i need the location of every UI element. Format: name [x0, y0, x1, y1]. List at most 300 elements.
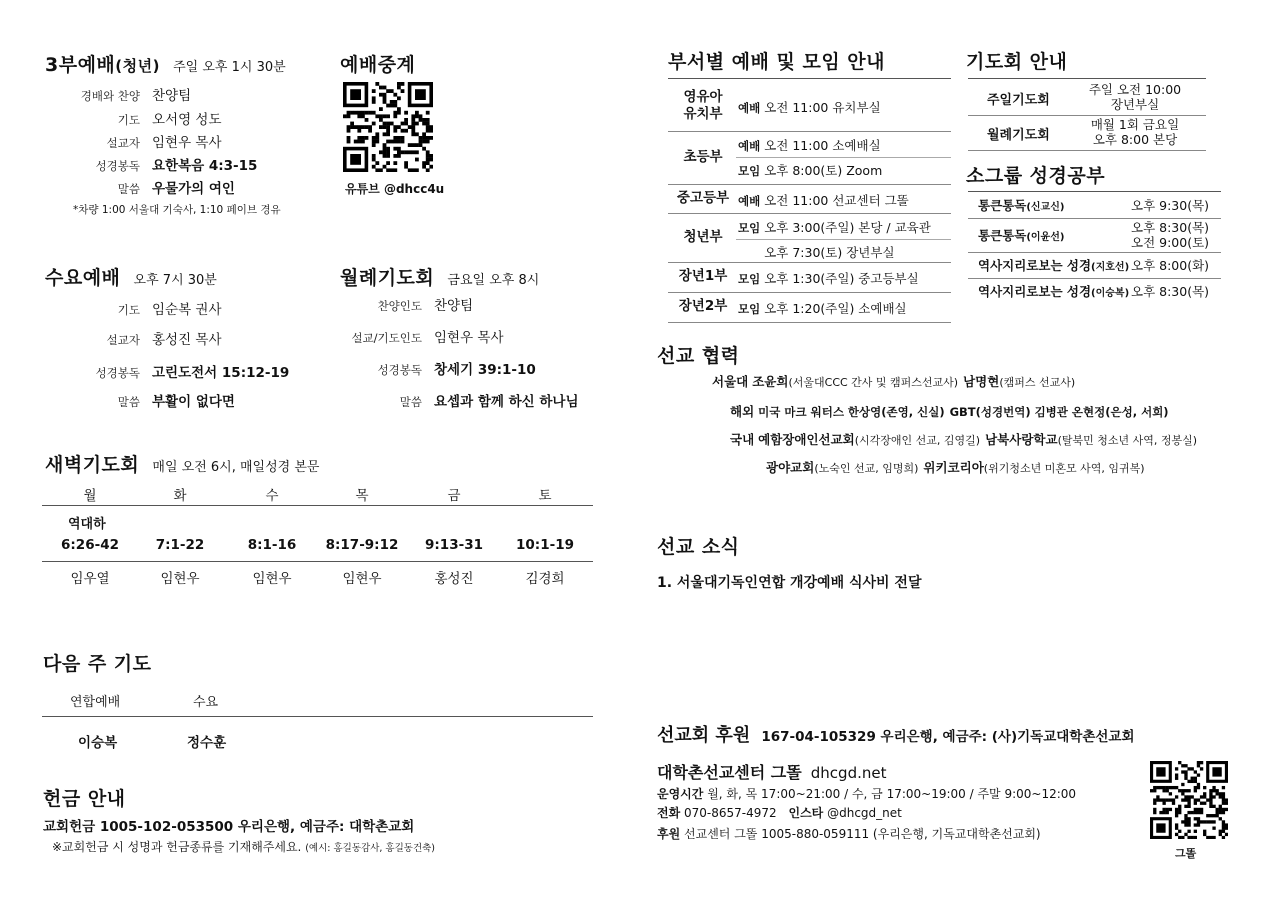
qr-module	[372, 136, 376, 140]
order-value: 임순복 권사	[152, 302, 222, 318]
qr-module	[393, 125, 397, 129]
qr-module	[1153, 808, 1156, 811]
qr-module	[383, 143, 387, 147]
qr-module	[1216, 808, 1219, 811]
qr-module	[1209, 836, 1212, 839]
small-group-row-divider	[968, 218, 1221, 219]
qr-module	[1156, 798, 1159, 801]
qr-module	[1222, 823, 1225, 826]
dawn-passage: 7:1-22	[155, 537, 205, 553]
monthly-title	[340, 263, 539, 290]
qr-module	[368, 111, 372, 115]
qr-module	[390, 100, 394, 104]
mission-partner-name: 남명현	[963, 374, 1000, 389]
wednesday-time: 오후 7시 30분	[133, 273, 217, 288]
qr-module	[1222, 830, 1225, 833]
qr-module	[1203, 792, 1206, 795]
dept-name	[668, 149, 738, 166]
qr-module	[1197, 817, 1200, 820]
qr-module	[429, 136, 433, 140]
qr-module	[397, 125, 401, 129]
qr-module	[411, 122, 415, 126]
qr-module	[383, 165, 387, 169]
qr-module	[422, 132, 426, 136]
qr-module	[1194, 780, 1197, 783]
qr-module	[1197, 761, 1200, 764]
qr-module	[390, 168, 394, 172]
small-group-name-text: 역사지리로보는 성경	[978, 258, 1092, 273]
dawn-leader: 임우열	[70, 571, 110, 587]
qr-module	[350, 122, 354, 126]
qr-module	[1194, 808, 1197, 811]
qr-module	[411, 143, 415, 147]
qr-module	[379, 86, 383, 90]
qr-module	[397, 150, 401, 154]
dept-row-divider	[668, 322, 951, 323]
qr-module	[415, 122, 419, 126]
qr-module	[401, 150, 405, 154]
qr-module	[383, 100, 387, 104]
qr-module	[383, 154, 387, 158]
center-title: 대학촌선교센터 그똘	[657, 763, 802, 782]
qr-module	[1166, 786, 1169, 789]
qr-module	[390, 122, 394, 126]
prayer-row-divider	[968, 115, 1206, 116]
qr-module	[426, 140, 430, 144]
qr-module	[422, 161, 426, 165]
dept-row-divider	[668, 262, 951, 263]
order-value: 임현우 목사	[434, 330, 504, 346]
qr-module	[1184, 764, 1187, 767]
qr-module	[1187, 830, 1190, 833]
qr-module	[397, 82, 401, 86]
dept-tag: 예배	[738, 100, 761, 115]
qr-module	[1203, 795, 1206, 798]
order-row	[40, 131, 222, 151]
qr-module	[401, 82, 405, 86]
qr-module	[1175, 827, 1178, 830]
qr-module	[1197, 773, 1200, 776]
dawn-leader: 임현우	[342, 571, 382, 587]
qr-module	[415, 132, 419, 136]
qr-module	[1184, 795, 1187, 798]
dawn-title	[45, 450, 319, 477]
qr-module	[347, 129, 351, 133]
qr-module	[383, 93, 387, 97]
qr-module	[1219, 817, 1222, 820]
qr-module	[393, 104, 397, 108]
dawn-leader: 임현우	[160, 571, 200, 587]
qr-module	[1169, 792, 1172, 795]
qr-module	[375, 132, 379, 136]
center-phone: 070-8657-4972	[684, 806, 777, 820]
qr-module	[375, 136, 379, 140]
dawn-day: 월	[83, 488, 97, 504]
qr-module	[1175, 811, 1178, 814]
qr-module	[361, 111, 365, 115]
qr-module	[1191, 777, 1194, 780]
dawn-day: 화	[173, 488, 187, 504]
qr-module	[429, 154, 433, 158]
dept-text: 오전 11:00 유치부실	[764, 99, 881, 115]
qr-module	[1156, 795, 1159, 798]
small-group-leader: (이윤선)	[1026, 232, 1065, 243]
dawn-body-divider	[42, 561, 593, 562]
order-value: 찬양팀	[434, 298, 474, 314]
mission-news-title: 선교 소식	[657, 536, 740, 558]
order-label: 설교/기도인도	[351, 331, 422, 345]
qr-module	[1191, 795, 1194, 798]
mission-partner-desc: (탈북민 청소년 사역, 정봉실)	[1057, 434, 1198, 447]
qr-module	[386, 161, 390, 165]
qr-module	[1184, 789, 1187, 792]
qr-module	[1156, 786, 1159, 789]
dept-name-line1: 청년부	[683, 228, 723, 245]
dept-text: 오후 8:00(토) Zoom	[764, 163, 883, 178]
qr-module	[1200, 767, 1203, 770]
qr-module	[422, 122, 426, 126]
qr-module	[1194, 789, 1197, 792]
center-insta-label: 인스타	[788, 806, 824, 820]
qr-module	[1187, 789, 1190, 792]
qr-module	[1209, 795, 1212, 798]
qr-module	[372, 111, 376, 115]
qr-module	[1178, 830, 1181, 833]
qr-module	[1150, 789, 1153, 792]
qr-module	[1184, 798, 1187, 801]
small-group-name	[978, 282, 1129, 300]
qr-module	[411, 114, 415, 118]
qr-module	[372, 89, 376, 93]
qr-module	[1203, 830, 1206, 833]
qr-module	[365, 111, 369, 115]
next-week-header-union: 연합예배	[70, 695, 121, 710]
qr-module	[357, 136, 361, 140]
order-row	[40, 361, 289, 381]
qr-module	[1197, 783, 1200, 786]
qr-module	[1187, 836, 1190, 839]
qr-module	[390, 89, 394, 93]
mission-region: 국내	[730, 432, 755, 447]
qr-module	[422, 140, 426, 144]
qr-module	[411, 150, 415, 154]
qr-module	[1194, 811, 1197, 814]
qr-module	[1187, 817, 1190, 820]
mission-partner-desc: (시각장애인 선교, 김영길)	[854, 434, 981, 447]
qr-module	[379, 118, 383, 122]
qr-module	[1194, 802, 1197, 805]
qr-module	[368, 129, 372, 133]
qr-module	[343, 114, 347, 118]
qr-module	[1175, 833, 1178, 836]
qr-module	[357, 111, 361, 115]
order-value: 고린도전서 15:12-19	[152, 365, 290, 381]
order-row	[310, 294, 473, 314]
qr-module	[393, 147, 397, 151]
qr-module	[372, 165, 376, 169]
dept-inner-divider	[736, 239, 951, 240]
qr-module	[1194, 786, 1197, 789]
qr-module	[393, 100, 397, 104]
qr-module	[1184, 805, 1187, 808]
qr-module	[1216, 789, 1219, 792]
order-value: 우물가의 여인	[152, 181, 235, 197]
mission-partner-desc: (노숙인 선교, 임명희)	[814, 462, 919, 475]
qr-module	[419, 143, 423, 147]
dept-name	[668, 190, 738, 207]
qr-module	[1153, 786, 1156, 789]
prayer-top-line	[968, 78, 1206, 79]
qr-module	[1178, 808, 1181, 811]
qr-module	[1187, 802, 1190, 805]
qr-module	[429, 165, 433, 169]
qr-module	[1187, 798, 1190, 801]
center-insta[interactable]: @dhcgd_net	[827, 806, 902, 820]
qr-module	[386, 104, 390, 108]
mission-partner-name: 미국 마크 워터스 한상영(존영, 신실)	[758, 405, 945, 419]
qr-module	[1219, 811, 1222, 814]
qr-module	[1212, 789, 1215, 792]
dept-tag: 모임	[738, 221, 761, 235]
qr-module	[1197, 786, 1200, 789]
qr-module	[379, 107, 383, 111]
qr-module	[1225, 798, 1228, 801]
qr-module	[375, 140, 379, 144]
qr-module	[383, 150, 387, 154]
qr-module	[1203, 786, 1206, 789]
qr-module	[1166, 789, 1169, 792]
small-group-title: 소그룹 성경공부	[966, 165, 1106, 187]
dawn-leader: 임현우	[252, 571, 292, 587]
qr-module	[1216, 811, 1219, 814]
qr-module	[1187, 823, 1190, 826]
order-value: 요셉과 함께 하신 하나님	[434, 394, 579, 410]
qr-module	[1166, 808, 1169, 811]
qr-module	[1203, 820, 1206, 823]
dept-row-divider	[668, 213, 951, 214]
support-title: 선교회 후원	[657, 725, 751, 746]
order-row	[40, 108, 222, 128]
support-account: 167-04-105329 우리은행, 예금주: (사)기독교대학촌선교회	[761, 729, 1135, 745]
dept-tag: 모임	[738, 164, 761, 178]
small-group-leader: (지호선)	[1091, 262, 1130, 273]
qr-module	[386, 154, 390, 158]
dawn-day: 목	[355, 488, 369, 504]
center-qr-code[interactable]	[1150, 761, 1228, 839]
qr-module	[1222, 792, 1225, 795]
qr-module	[347, 125, 351, 129]
qr-module	[1184, 814, 1187, 817]
qr-finder	[1156, 823, 1165, 832]
dept-schedule	[738, 136, 881, 154]
order-label: 설교자	[106, 333, 140, 347]
qr-module	[1159, 786, 1162, 789]
qr-module	[1194, 770, 1197, 773]
qr-module	[375, 168, 379, 172]
dept-name	[668, 268, 738, 285]
qr-module	[401, 140, 405, 144]
dawn-passage: 10:1-19	[516, 537, 574, 553]
qr-module	[1162, 798, 1165, 801]
broadcast-title: 예배중계	[340, 54, 416, 76]
small-group-leader: (이승복)	[1091, 288, 1130, 299]
qr-module	[1212, 786, 1215, 789]
center-support	[657, 825, 1041, 842]
qr-module	[1181, 820, 1184, 823]
qr-module	[361, 136, 365, 140]
dept-name-line1: 장년1부	[678, 268, 728, 284]
dawn-title-text: 새벽기도회	[45, 454, 140, 476]
qr-module	[1219, 805, 1222, 808]
qr-finder	[1156, 767, 1165, 776]
qr-module	[361, 114, 365, 118]
dept-text: 오후 1:30(주일) 중고등부실	[764, 271, 919, 286]
qr-module	[411, 132, 415, 136]
qr-module	[1203, 802, 1206, 805]
qr-module	[347, 136, 351, 140]
qr-module	[1175, 767, 1178, 770]
qr-finder	[415, 89, 426, 100]
qr-module	[386, 114, 390, 118]
order-label: 성경봉독	[95, 159, 140, 173]
small-group-row-divider	[968, 252, 1221, 253]
qr-module	[1222, 786, 1225, 789]
dept-row-divider	[668, 131, 951, 132]
dawn-passage: 8:17-9:12	[325, 537, 399, 553]
qr-module	[1191, 811, 1194, 814]
qr-module	[1162, 789, 1165, 792]
qr-module	[1187, 795, 1190, 798]
order-label: 성경봉독	[95, 366, 140, 380]
order-row	[310, 390, 579, 410]
qr-module	[404, 161, 408, 165]
qr-finder	[350, 154, 361, 165]
broadcast-qr-code[interactable]	[343, 82, 433, 172]
qr-module	[1197, 823, 1200, 826]
order-row	[310, 326, 504, 346]
qr-module	[1175, 808, 1178, 811]
order-label: 찬양인도	[377, 299, 422, 313]
qr-module	[379, 168, 383, 172]
prayer-time1: 주일 오전 10:00	[1088, 82, 1182, 97]
qr-module	[1181, 783, 1184, 786]
service3-time: 주일 오후 1시 30분	[173, 60, 286, 75]
qr-module	[372, 140, 376, 144]
qr-module	[1209, 789, 1212, 792]
qr-module	[1222, 798, 1225, 801]
offering-title: 헌금 안내	[43, 788, 126, 810]
qr-module	[397, 96, 401, 100]
center-qr-caption: 그똘	[1175, 847, 1197, 860]
qr-module	[397, 136, 401, 140]
qr-module	[426, 136, 430, 140]
qr-module	[1153, 811, 1156, 814]
qr-module	[375, 82, 379, 86]
small-group-time: 오후 8:30(목)	[1131, 220, 1210, 235]
dept-name-line1: 중고등부	[676, 189, 730, 206]
dawn-time: 매일 오전 6시, 매일성경 본문	[152, 460, 320, 475]
qr-module	[368, 125, 372, 129]
qr-module	[372, 100, 376, 104]
qr-module	[415, 114, 419, 118]
dept-text: 오후 1:20(주일) 소예배실	[764, 301, 907, 316]
qr-module	[386, 89, 390, 93]
qr-module	[411, 118, 415, 122]
small-group-time: 오전 9:00(토)	[1131, 235, 1210, 250]
qr-module	[390, 140, 394, 144]
qr-module	[1175, 795, 1178, 798]
dept-text: 오전 11:00 선교센터 그똘	[764, 192, 909, 208]
qr-module	[1191, 836, 1194, 839]
small-group-name	[978, 256, 1129, 274]
service3-note: *차량 1:00 서울대 기숙사, 1:10 페이브 경유	[73, 204, 281, 216]
mission-row	[766, 458, 1145, 476]
dept-name-line2: 유치부	[683, 105, 723, 122]
qr-module	[426, 154, 430, 158]
qr-module	[1200, 795, 1203, 798]
dept-schedule	[738, 98, 881, 116]
qr-module	[397, 111, 401, 115]
offering-account: 교회헌금 1005-102-053500 우리은행, 예금주: 대학촌교회	[43, 819, 415, 835]
qr-module	[397, 147, 401, 151]
qr-module	[1212, 827, 1215, 830]
qr-module	[415, 150, 419, 154]
mission-partner-name: GBT(성경번역) 김병관 온현정(은성, 서희)	[949, 405, 1169, 419]
qr-module	[1200, 811, 1203, 814]
prayer-time2: 장년부실	[1110, 97, 1160, 112]
qr-module	[354, 111, 358, 115]
qr-module	[365, 125, 369, 129]
qr-module	[1162, 811, 1165, 814]
support-line	[657, 721, 1135, 747]
order-value: 오서영 성도	[152, 112, 222, 128]
order-row	[310, 358, 536, 378]
qr-module	[408, 150, 412, 154]
qr-module	[365, 136, 369, 140]
prayer-time1: 매월 1회 금요일	[1090, 117, 1180, 132]
qr-module	[383, 132, 387, 136]
qr-module	[386, 125, 390, 129]
qr-module	[1194, 830, 1197, 833]
qr-module	[1178, 811, 1181, 814]
prayer-title: 기도회 안내	[966, 51, 1068, 73]
prayer-row-divider	[968, 150, 1206, 151]
qr-module	[415, 111, 419, 115]
qr-module	[357, 125, 361, 129]
qr-module	[404, 129, 408, 133]
qr-module	[1197, 820, 1200, 823]
qr-module	[404, 122, 408, 126]
dept-name	[668, 298, 738, 315]
qr-module	[386, 147, 390, 151]
dawn-header-divider	[42, 505, 593, 506]
next-week-divider	[42, 716, 593, 717]
qr-module	[379, 114, 383, 118]
qr-module	[1187, 820, 1190, 823]
qr-module	[1203, 833, 1206, 836]
center-url[interactable]: dhcgd.net	[810, 764, 887, 782]
qr-module	[386, 140, 390, 144]
qr-module	[422, 165, 426, 169]
mission-row	[730, 402, 1169, 420]
qr-module	[361, 125, 365, 129]
qr-module	[1212, 836, 1215, 839]
qr-module	[1169, 786, 1172, 789]
qr-module	[415, 168, 419, 172]
qr-module	[426, 158, 430, 162]
qr-module	[383, 125, 387, 129]
qr-module	[422, 136, 426, 140]
